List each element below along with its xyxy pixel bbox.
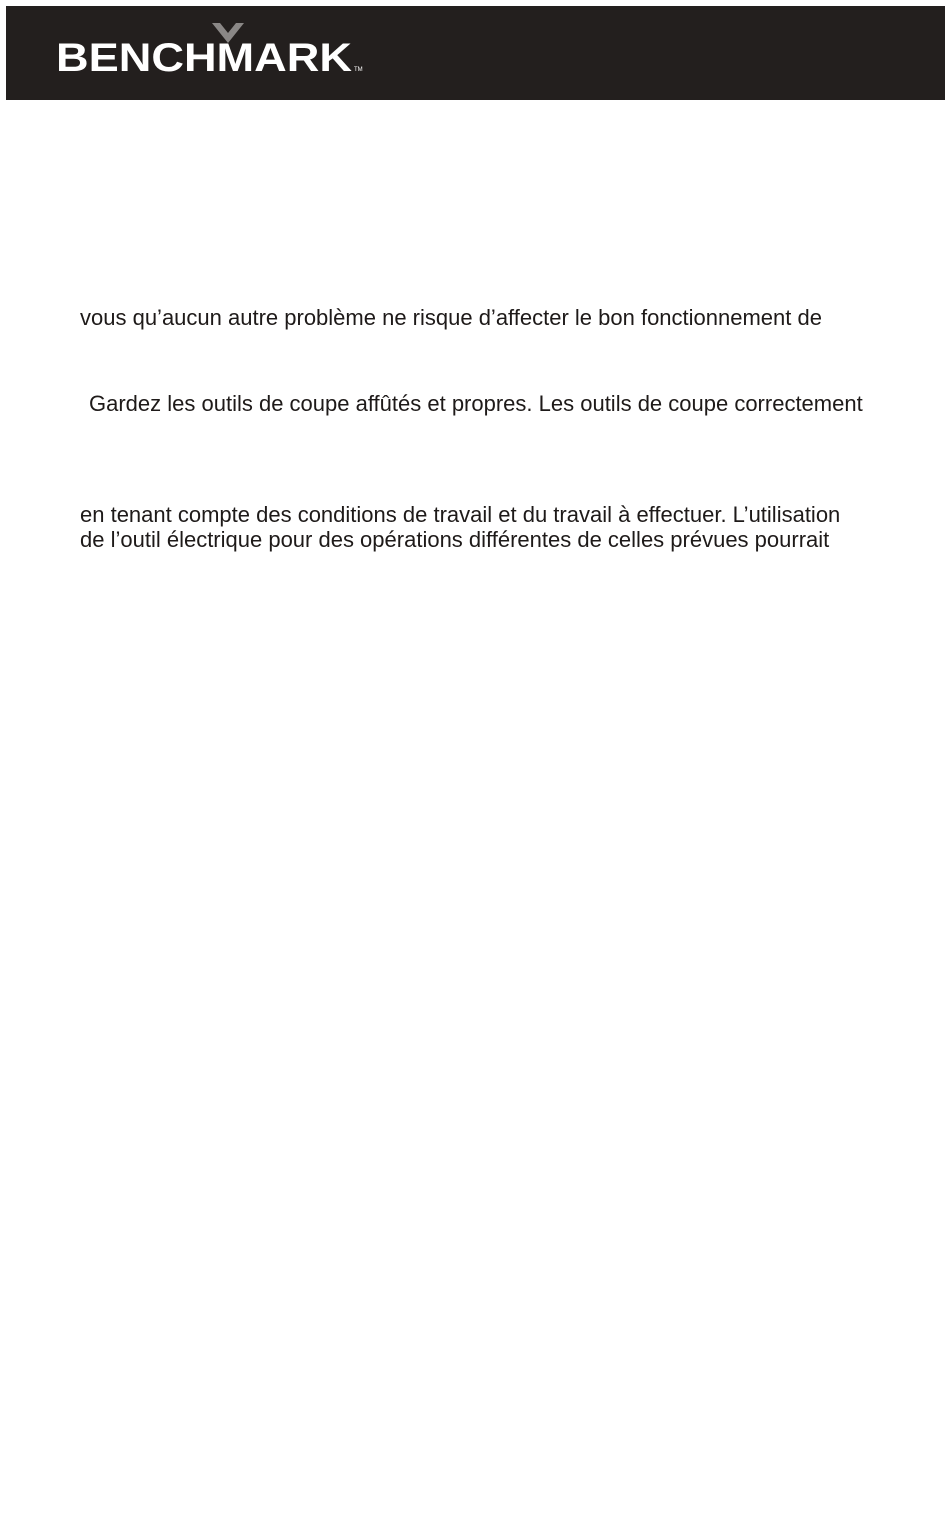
body-text-line: de l’outil électrique pour des opérations différentes de celles prévues pourrait	[80, 527, 830, 552]
benchmark-logo	[52, 21, 372, 83]
body-text-line: Gardez les outils de coupe affûtés et propres. Les outils de coupe correctement	[89, 391, 863, 416]
header-band	[6, 6, 945, 100]
logo-trademark: TM	[354, 67, 363, 73]
logo-wordmark: BENCHMARK	[56, 36, 353, 80]
body-text-line: en tenant compte des conditions de travail et du travail à effectuer. L’utilisation	[80, 502, 841, 527]
body-text-line: vous qu’aucun autre problème ne risque d’affecter le bon fonctionnement de	[80, 305, 822, 330]
